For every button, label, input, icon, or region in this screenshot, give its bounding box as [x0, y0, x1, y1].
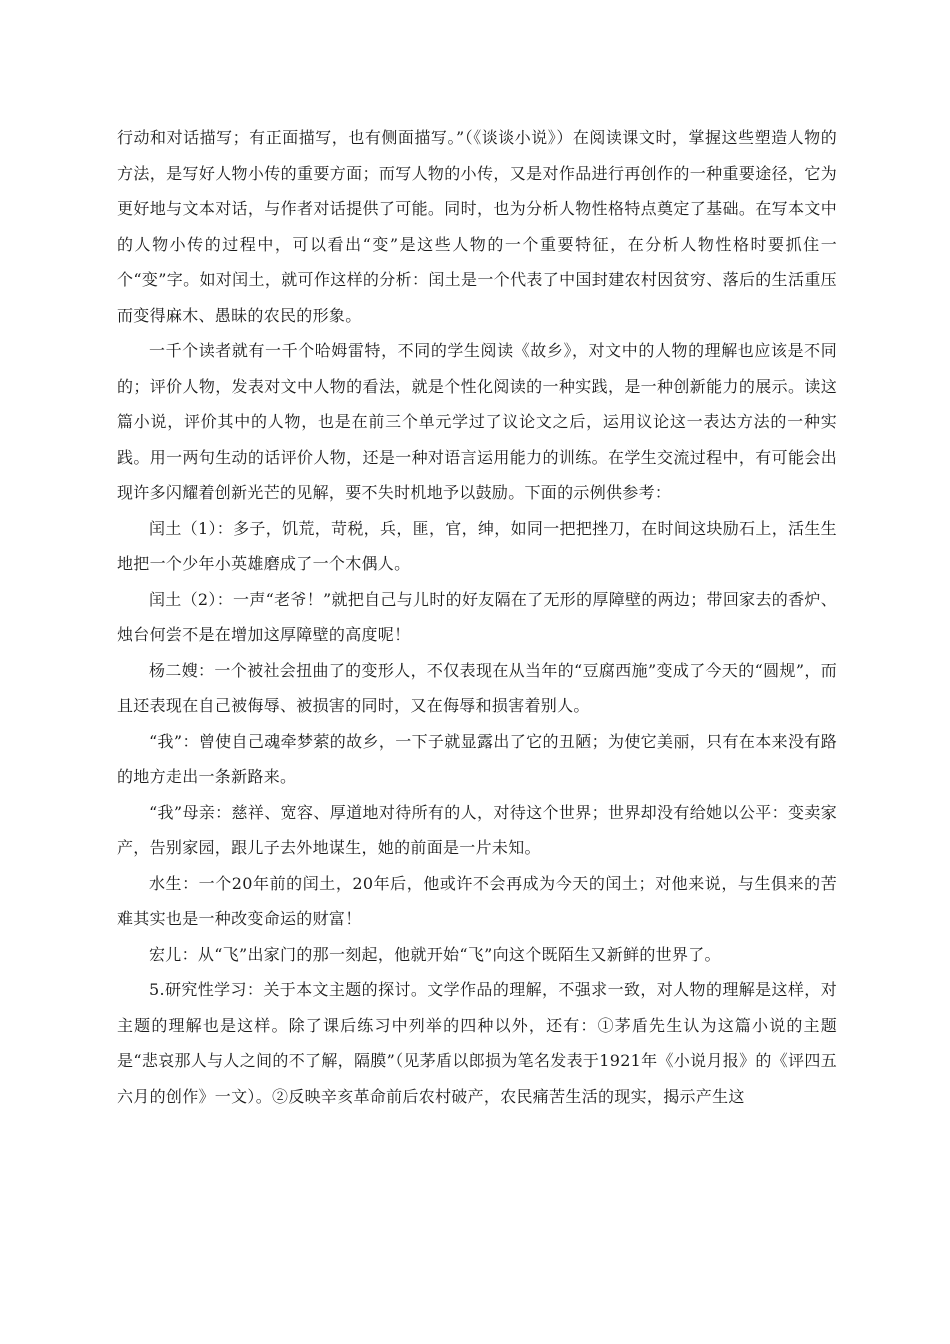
document-page	[117, 120, 837, 1114]
paragraph-p10: 5.研究性学习：关于本文主题的探讨。文学作品的理解，不强求一致，对人物的理解是这样，对主题的理解也是这样。除了课后练习中列举的四种以外，还有：①茅盾先生认为这篇小说的主题是“悲哀那人与人之间的不了解，隔膜”（见茅盾以郎损为笔名发表于1921年《小说月报》的《评四五六月的创作》一文）。②反映辛亥革命前后农村破产，农民痛苦生活的现实，揭示产生这	[117, 980, 837, 1106]
paragraph-p4: 闰土（2）：一声“老爷！”就把自己与儿时的好友隔在了无形的厚障壁的两边；带回家去的香炉、烛台何尝不是在增加这厚障壁的高度呢！	[117, 589, 837, 644]
paragraph-p3: 闰土（1）：多子，饥荒，苛税，兵，匪，官，绅，如同一把把挫刀，在时间这块励石上，活生生地把一个少年小英雄磨成了一个木偶人。	[117, 518, 837, 573]
paragraph-p1: 行动和对话描写；有正面描写，也有侧面描写。”（《谈谈小说》）在阅读课文时，掌握这些塑造人物的方法，是写好人物小传的重要方面；而写人物的小传，又是对作品进行再创作的一种重要途径，它为更好地与文本对话，与作者对话提供了可能。同时，也为分析人物性格特点奠定了基础。在写本文中的人物小传的过程中，可以看出“变”是这些人物的一个重要特征，在分析人物性格时要抓住一个“变”字。如对闰土，就可作这样的分析：闰土是一个代表了中国封建农村因贫穷、落后的生活重压而变得麻木、愚昧的农民的形象。	[117, 128, 837, 325]
paragraph-p9: 宏儿：从“飞”出家门的那一刻起，他就开始“飞”向这个既陌生又新鲜的世界了。	[149, 944, 721, 964]
paragraph-p7: “我”母亲：慈祥、宽容、厚道地对待所有的人，对待这个世界；世界却没有给她以公平：变卖家产，告别家园，跟儿子去外地谋生，她的前面是一片未知。	[117, 802, 837, 857]
paragraph-p2: 一千个读者就有一千个哈姆雷特，不同的学生阅读《故乡》，对文中的人物的理解也应该是不同的；评价人物，发表对文中人物的看法，就是个性化阅读的一种实践，是一种创新能力的展示。读这篇小说，评价其中的人物，也是在前三个单元学过了议论文之后，运用议论这一表达方法的一种实践。用一两句生动的话评价人物，还是一种对语言运用能力的训练。在学生交流过程中，有可能会出现许多闪耀着创新光芒的见解，要不失时机地予以鼓励。下面的示例供参考：	[117, 341, 837, 502]
paragraph-p8: 水生：一个20年前的闰土，20年后，他或许不会再成为今天的闰土；对他来说，与生俱来的苦难其实也是一种改变命运的财富！	[117, 873, 837, 928]
paragraph-p6: “我”：曾使自己魂牵梦萦的故乡，一下子就显露出了它的丑陋；为使它美丽，只有在本来没有路的地方走出一条新路来。	[117, 731, 837, 786]
paragraph-p5: 杨二嫂：一个被社会扭曲了的变形人，不仅表现在从当年的“豆腐西施”变成了今天的“圆规”，而且还表现在自己被侮辱、被损害的同时，又在侮辱和损害着别人。	[117, 660, 837, 715]
